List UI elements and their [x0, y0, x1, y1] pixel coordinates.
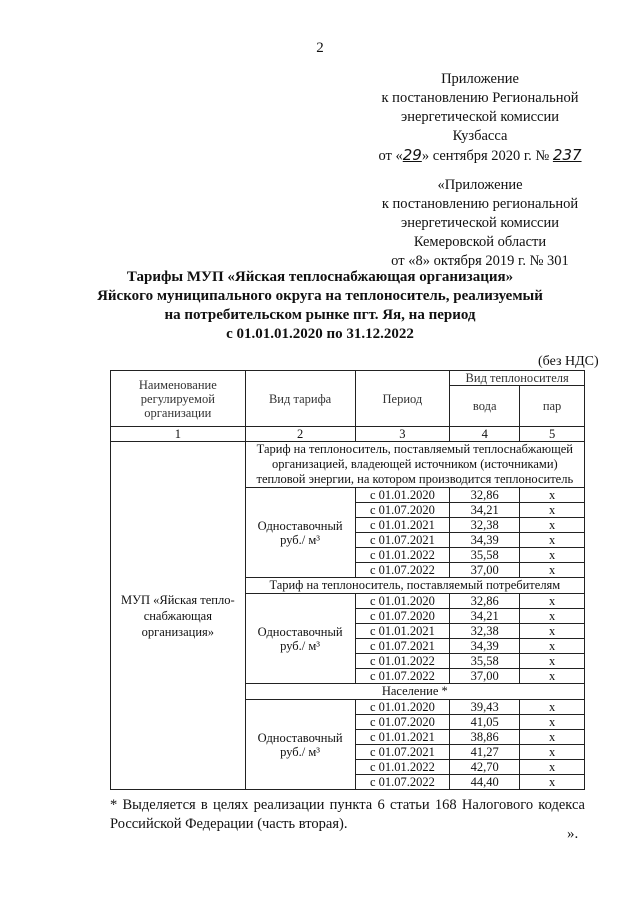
- steam-cell: x: [520, 715, 585, 730]
- period-cell: с 01.07.2021: [355, 745, 450, 760]
- steam-cell: x: [520, 533, 585, 548]
- appendix-line: к постановлению Региональной: [381, 90, 579, 106]
- tariff-table: [110, 370, 585, 790]
- steam-cell: x: [520, 563, 585, 578]
- document-title: [90, 268, 550, 344]
- appendix-old-line: от «8» октября 2019 г. № 301: [391, 253, 569, 269]
- period-cell: с 01.01.2020: [355, 488, 450, 503]
- title-line: с 01.01.01.2020 по 31.12.2022: [226, 326, 414, 342]
- steam-cell: x: [520, 760, 585, 775]
- title-line: на потребительском рынке пгт. Яя, на период: [164, 307, 476, 323]
- appendix-header: [360, 70, 600, 166]
- period-cell: с 01.07.2020: [355, 503, 450, 518]
- water-cell: 34,39: [450, 639, 520, 654]
- steam-cell: x: [520, 669, 585, 684]
- water-cell: 32,38: [450, 518, 520, 533]
- period-cell: с 01.07.2022: [355, 775, 450, 790]
- water-cell: 32,86: [450, 488, 520, 503]
- date-prefix: от «: [378, 148, 403, 164]
- period-cell: с 01.07.2020: [355, 609, 450, 624]
- vat-note: (без НДС): [538, 354, 599, 369]
- period-cell: с 01.01.2021: [355, 624, 450, 639]
- header-org: Наименование регулируемой организации: [111, 371, 246, 427]
- tariff-type-cell: Одноставочный руб./ м³: [245, 488, 355, 578]
- water-cell: 44,40: [450, 775, 520, 790]
- col-number: 2: [245, 427, 355, 442]
- title-line: Яйского муниципального округа на теплоноситель, реализуемый: [97, 288, 543, 304]
- water-cell: 41,05: [450, 715, 520, 730]
- steam-cell: x: [520, 745, 585, 760]
- header-tariff-type: Вид тарифа: [245, 371, 355, 427]
- appendix-line: энергетической комиссии: [400, 109, 560, 125]
- steam-cell: x: [520, 548, 585, 563]
- tariff-type-cell: Одноставочный руб./ м³: [245, 594, 355, 684]
- steam-cell: x: [520, 730, 585, 745]
- appendix-old-line: к постановлению региональной: [381, 196, 579, 212]
- steam-cell: x: [520, 518, 585, 533]
- period-cell: с 01.01.2022: [355, 760, 450, 775]
- water-cell: 32,38: [450, 624, 520, 639]
- organization-name: МУП «Яйская тепло-снабжающая организация»: [111, 442, 246, 790]
- water-cell: 38,86: [450, 730, 520, 745]
- water-cell: 42,70: [450, 760, 520, 775]
- header-period: Период: [355, 371, 450, 427]
- period-cell: с 01.07.2021: [355, 533, 450, 548]
- water-cell: 41,27: [450, 745, 520, 760]
- period-cell: с 01.07.2020: [355, 715, 450, 730]
- handwritten-number: 237: [552, 146, 582, 164]
- steam-cell: x: [520, 503, 585, 518]
- header-steam: пар: [520, 386, 585, 427]
- group-title: Тариф на теплоноситель, поставляемый теплоснабжающей организацией, владеющей источником (источниками) тепловой энергии, на котором производится теплоноситель: [245, 442, 584, 488]
- period-cell: с 01.07.2021: [355, 639, 450, 654]
- title-line: Тарифы МУП «Яйская теплоснабжающая организация»: [126, 269, 514, 285]
- appendix-old-line: энергетической комиссии: [400, 215, 560, 231]
- col-number: 5: [520, 427, 585, 442]
- steam-cell: x: [520, 609, 585, 624]
- closing-quote: ».: [567, 826, 579, 842]
- period-cell: с 01.01.2021: [355, 730, 450, 745]
- previous-appendix-header: [360, 176, 600, 271]
- group-title: Тариф на теплоноситель, поставляемый потребителям: [245, 578, 584, 594]
- col-number: 1: [111, 427, 246, 442]
- steam-cell: x: [520, 775, 585, 790]
- water-cell: 34,39: [450, 533, 520, 548]
- header-row: [111, 371, 585, 386]
- appendix-date-line: [360, 146, 600, 166]
- period-cell: с 01.01.2020: [355, 594, 450, 609]
- page-number: 2: [316, 40, 324, 56]
- water-cell: 34,21: [450, 609, 520, 624]
- water-cell: 37,00: [450, 563, 520, 578]
- appendix-old-line: Кемеровской области: [413, 234, 547, 250]
- water-cell: 34,21: [450, 503, 520, 518]
- column-number-row: [111, 427, 585, 442]
- period-cell: с 01.01.2021: [355, 518, 450, 533]
- appendix-line: Кузбасса: [452, 128, 508, 144]
- group-title: Население *: [245, 684, 584, 700]
- water-cell: 32,86: [450, 594, 520, 609]
- period-cell: с 01.01.2020: [355, 700, 450, 715]
- group-title-row: [111, 442, 585, 488]
- period-cell: с 01.07.2022: [355, 563, 450, 578]
- steam-cell: x: [520, 654, 585, 669]
- steam-cell: x: [520, 488, 585, 503]
- appendix-old-line: «Приложение: [437, 177, 523, 193]
- header-water: вода: [450, 386, 520, 427]
- period-cell: с 01.01.2022: [355, 548, 450, 563]
- handwritten-day: 29: [402, 146, 422, 164]
- water-cell: 35,58: [450, 548, 520, 563]
- footnote: * Выделяется в целях реализации пункта 6 статьи 168 Налогового кодекса Российской Федерации (часть вторая).: [110, 797, 585, 832]
- appendix-line: Приложение: [441, 71, 519, 87]
- steam-cell: x: [520, 700, 585, 715]
- tariff-type-cell: Одноставочный руб./ м³: [245, 700, 355, 790]
- water-cell: 37,00: [450, 669, 520, 684]
- header-carrier: Вид теплоносителя: [450, 371, 585, 386]
- water-cell: 35,58: [450, 654, 520, 669]
- steam-cell: x: [520, 594, 585, 609]
- period-cell: с 01.01.2022: [355, 654, 450, 669]
- date-middle: » сентября 2020 г. №: [421, 148, 550, 164]
- steam-cell: x: [520, 639, 585, 654]
- col-number: 3: [355, 427, 450, 442]
- steam-cell: x: [520, 624, 585, 639]
- period-cell: с 01.07.2022: [355, 669, 450, 684]
- water-cell: 39,43: [450, 700, 520, 715]
- col-number: 4: [450, 427, 520, 442]
